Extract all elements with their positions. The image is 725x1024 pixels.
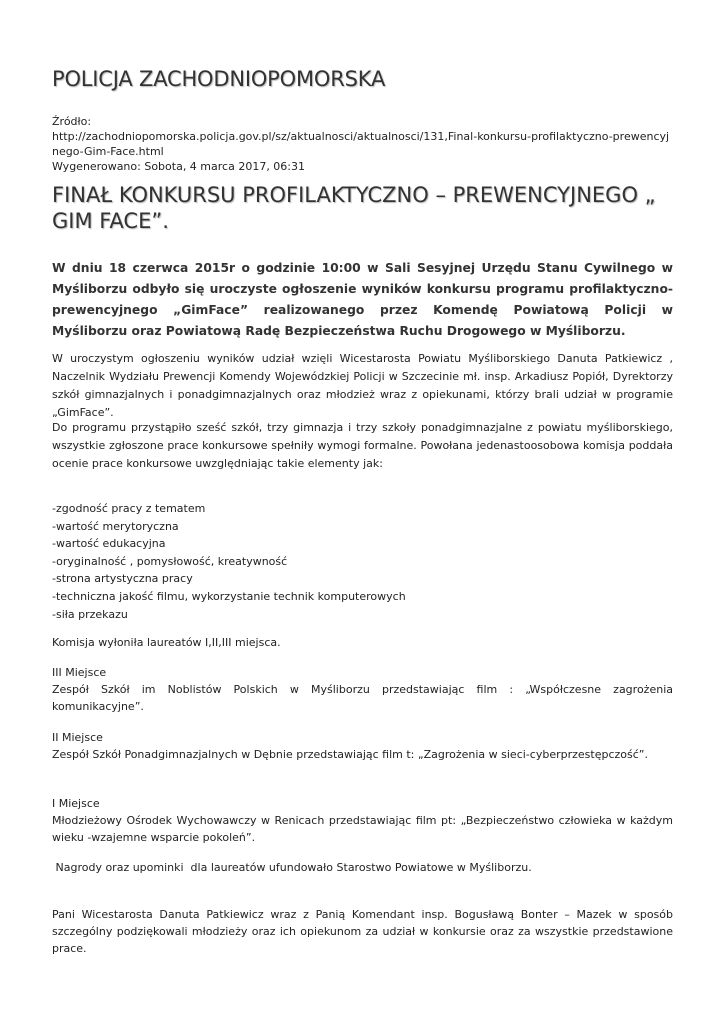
article-lead: W dniu 18 czerwca 2015r o godzinie 10:00 w Sali Sesyjnej Urzędu Stanu Cywilnego w Myśliborzu odbyło się uroczyste ogłoszenie wyników konkursu programu profilaktyczno-prewencyjnego „GimFace” realizowanego przez Komendę Powiatową Policji w Myśliborzu oraz Powiatową Radę Bezpieczeństwa Ruchu Drogowego w Myśliborzu. xyxy=(52,261,673,338)
third-place-text: Zespół Szkół im Noblistów Polskich w Myśliborzu przedstawiając film : „Współczesne zagrożenia komunikacyjne”. xyxy=(52,683,673,713)
second-place-label: II Miejsce xyxy=(52,731,103,744)
second-place xyxy=(52,729,673,763)
first-place xyxy=(52,795,673,846)
list-item: -wartość edukacyjna xyxy=(52,537,166,551)
list-item: -siła przekazu xyxy=(52,607,128,621)
article-title: FINAŁ KONKURSU PROFILAKTYCZNO – PREWENCYJNEGO „ GIM FACE”. xyxy=(52,183,656,233)
paragraph-thanks: Pani Wicestarosta Danuta Patkiewicz wraz z Panią Komendant insp. Bogusławą Bonter – Mazek w sposób szczególny podziękowali młodzieży oraz ich opiekunom za udział w konkursie oraz za wszystkie przedstawione prace. xyxy=(52,908,673,955)
paragraph-prizes: Nagrody oraz upominki dla laureatów ufundowało Starostwo Powiatowe w Myśliborzu. xyxy=(52,861,532,874)
list-item: -wartość merytoryczna xyxy=(52,519,179,533)
paragraph-program: Do programu przystąpiło sześć szkół, trzy gimnazja i trzy szkoły ponadgimnazjalne z powiatu myśliborskiego, wszystkie zgłoszone prace konkursowe spełniły wymogi formalne. Powołana jedenastoosobowa komisja poddała ocenie prace konkursowe uwzględniając takie elementy jak: xyxy=(52,421,673,470)
list-item: -zgodność pracy z tematem xyxy=(52,502,206,515)
generated-date: Wygenerowano: Sobota, 4 marca 2017, 06:31 xyxy=(52,160,306,173)
second-place-text: Zespół Szkół Ponadgimnazjalnych w Dębnie przedstawiając film t: „Zagrożenia w sieci-cyberprzestępczość”. xyxy=(52,748,648,761)
paragraph-attendees: W uroczystym ogłoszeniu wyników udział wzięli Wicestarosta Powiatu Myśliborskiego Danuta Patkiewicz , Naczelnik Wydziału Prewencji Komendy Wojewódzkiej Policji w Szczecinie mł. insp. Arkadiusz Popiół, Dyrektorzy szkół gimnazjalnych i ponadgimnazjalnych oraz młodzież wraz z opiekunami, którzy brali udział w programie „GimFace”. xyxy=(52,352,673,419)
list-item: -oryginalność , pomysłowość, kreatywność xyxy=(52,554,288,568)
list-item: -strona artystyczna pracy xyxy=(52,572,193,586)
site-title: POLICJA ZACHODNIOPOMORSKA xyxy=(52,67,386,91)
third-place xyxy=(52,664,673,715)
third-place-label: III Miejsce xyxy=(52,666,107,679)
paragraph-winners: Komisja wyłoniła laureatów I,II,III miejsca. xyxy=(52,636,281,649)
first-place-label: I Miejsce xyxy=(52,797,100,810)
criteria-list xyxy=(52,500,673,623)
source-url[interactable]: http://zachodniopomorska.policja.gov.pl/sz/aktualnosci/aktualnosci/131,Final-konkursu-profilaktyczno-prewencyjnego-Gim-Face.html xyxy=(52,130,670,158)
list-item: -techniczna jakość filmu, wykorzystanie technik komputerowych xyxy=(52,589,406,603)
first-place-text: Młodzieżowy Ośrodek Wychowawczy w Renicach przedstawiając film pt: „Bezpieczeństwo człowieka w każdym wieku -wzajemne wsparcie pokoleń”. xyxy=(52,814,673,844)
source-meta xyxy=(52,114,673,174)
source-label: Źródło: xyxy=(52,115,92,128)
